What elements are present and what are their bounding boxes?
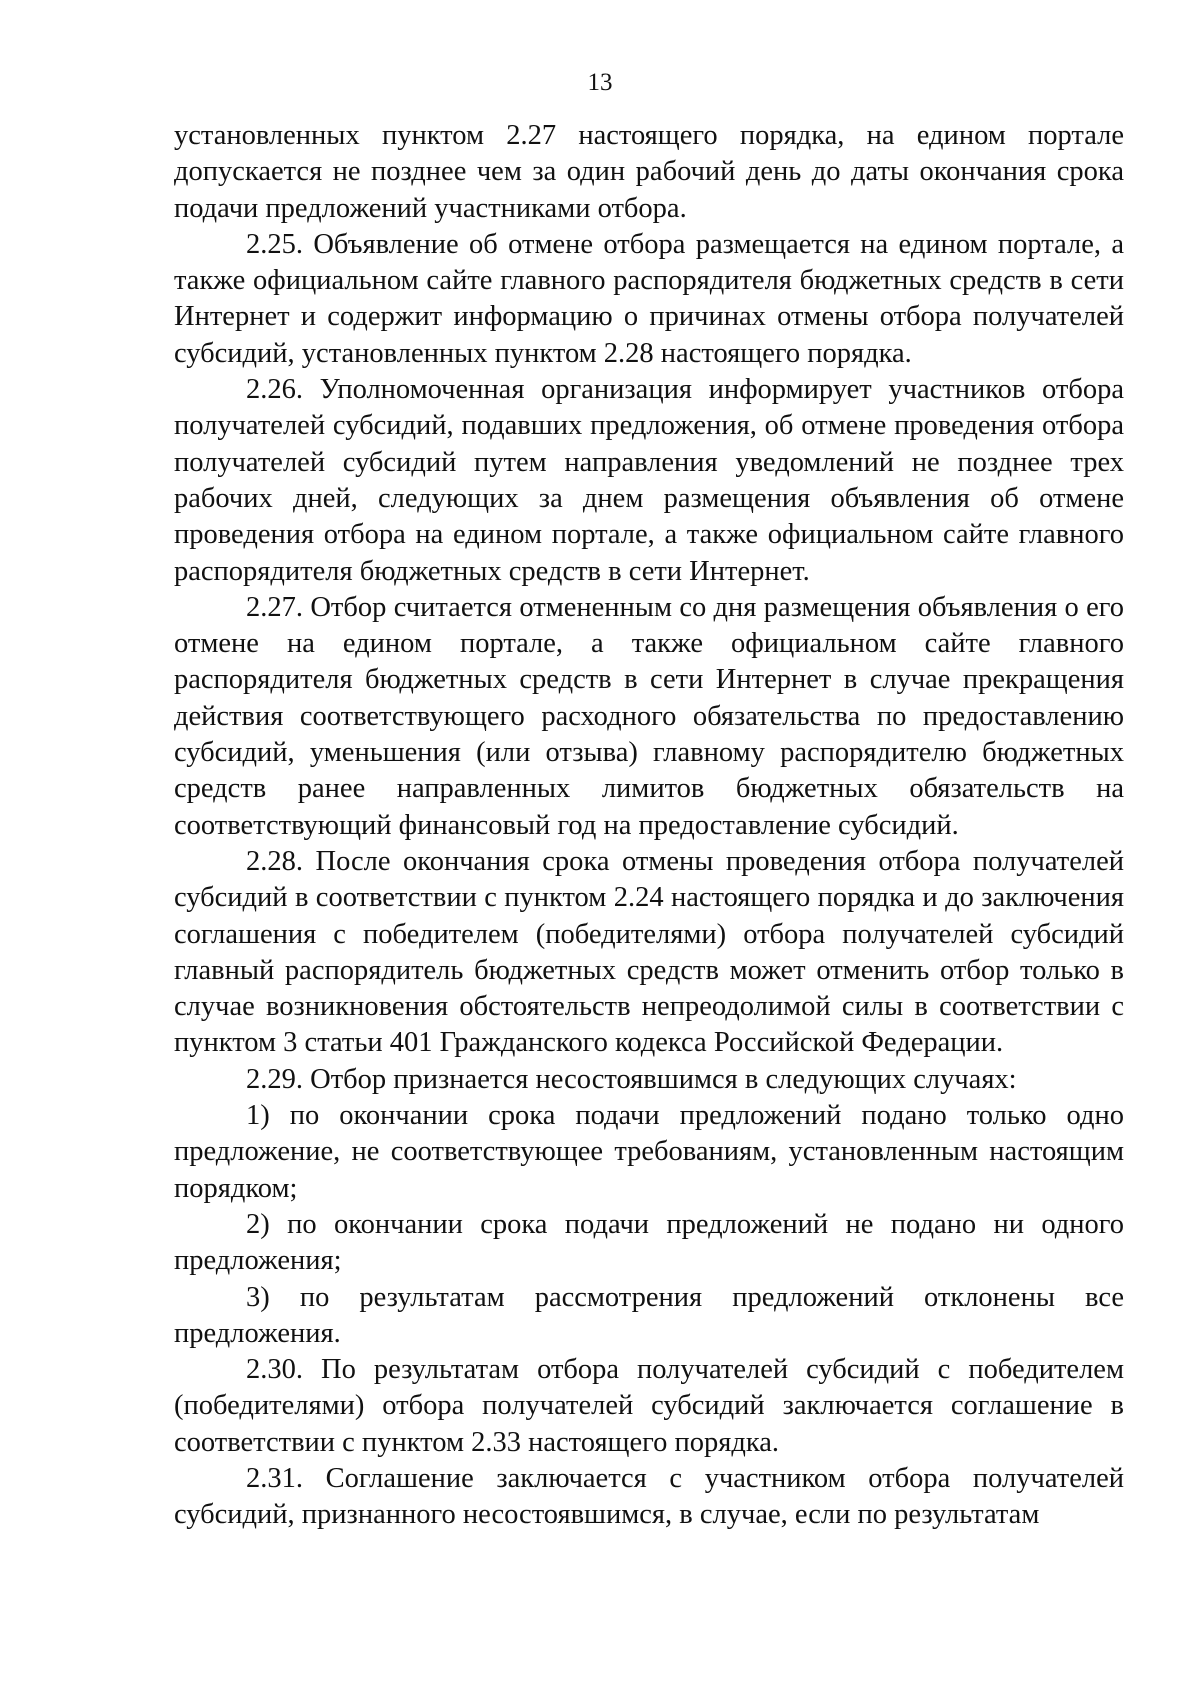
list-item-1: 1) по окончании срока подачи предложений подано только одно предложение, не соответствующее требованиям, установленным настоящим порядком; bbox=[174, 1100, 1124, 1204]
paragraph-2-29: 2.29. Отбор признается несостоявшимся в следующих случаях: bbox=[246, 1063, 1017, 1095]
paragraph-2-27: 2.27. Отбор считается отмененным со дня размещения объявления о его отмене на едином портале, а также официальном сайте главного распорядителя бюджетных средств в сети Интернет в случае прекращения действия соответствующего расходного обязательства по предоставлению субсидий, уменьшения (или отзыва) главному распорядителю бюджетных средств ранее направленных лимитов бюджетных обязательств на соответствующий финансовый год на предоставление субсидий. bbox=[174, 591, 1124, 841]
paragraph-2-31: 2.31. Соглашение заключается с участником отбора получателей субсидий, признанного несостоявшимся, в случае, если по результатам bbox=[174, 1462, 1124, 1531]
paragraph-2-26: 2.26. Уполномоченная организация информирует участников отбора получателей субсидий, подавших предложения, об отмене проведения отбора получателей субсидий путем направления уведомлений не позднее трех рабочих дней, следующих за днем размещения объявления об отмене проведения отбора на едином портале, а также официальном сайте главного распорядителя бюджетных средств в сети Интернет. bbox=[174, 374, 1124, 587]
paragraph-2-30: 2.30. По результатам отбора получателей субсидий с победителем (победителями) отбора получателей субсидий заключается соглашение в соответствии с пунктом 2.33 настоящего порядка. bbox=[174, 1354, 1124, 1458]
paragraph-2-28: 2.28. После окончания срока отмены проведения отбора получателей субсидий в соответствии с пунктом 2.24 настоящего порядка и до заключения соглашения с победителем (победителями) отбора получателей субсидий главный распорядитель бюджетных средств может отменить отбор только в случае возникновения обстоятельств непреодолимой силы в соответствии с пунктом 3 статьи 401 Гражданского кодекса Российской Федерации. bbox=[174, 845, 1124, 1059]
paragraph-continuation: установленных пунктом 2.27 настоящего порядка, на едином портале допускается не позднее чем за один рабочий день до даты окончания срока подачи предложений участниками отбора. bbox=[174, 120, 1124, 224]
document-body bbox=[174, 118, 1124, 1534]
page-number: 13 bbox=[587, 69, 613, 96]
list-item-2: 2) по окончании срока подачи предложений не подано ни одного предложения; bbox=[174, 1208, 1124, 1277]
paragraph-2-25: 2.25. Объявление об отмене отбора размещается на едином портале, а также официальном сайте главного распорядителя бюджетных средств в сети Интернет и содержит информацию о причинах отмены отбора получателей субсидий, установленных пунктом 2.28 настоящего порядка. bbox=[174, 228, 1124, 369]
list-item-3: 3) по результатам рассмотрения предложений отклонены все предложения. bbox=[174, 1281, 1124, 1349]
